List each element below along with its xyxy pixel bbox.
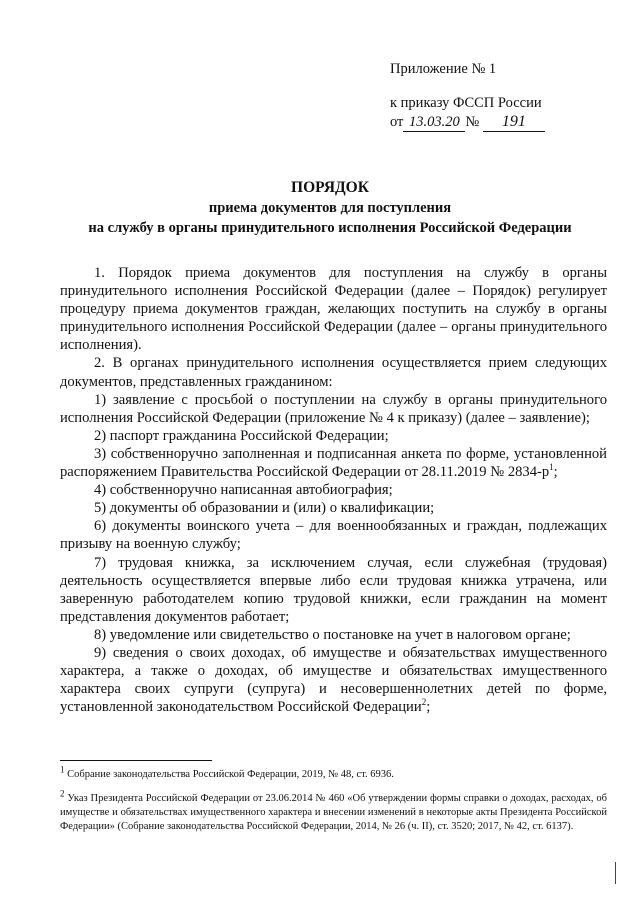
footnote-1 (60, 764, 607, 782)
footnote-1-text: Собрание законодательства Российской Федерации, 2019, № 48, ст. 6936. (67, 769, 394, 780)
annex-date-line (390, 113, 545, 132)
annex-title: Приложение № 1 (390, 61, 497, 77)
footnote-ref-1: 1 (549, 462, 554, 473)
page-title: ПОРЯДОК (291, 179, 369, 196)
footnote-ref-2: 2 (421, 697, 427, 708)
list-item-7: 7) трудовая книжка, за исключением случая, если служебная (трудовая) деятельность осуществляется впервые либо если трудовая книжка утрачена, или заверенную работодателем копию трудовой книжки, если гражданин на момент представления документов работает; (60, 554, 607, 625)
footnote-1-number: 1 (60, 764, 65, 775)
handwritten-number: 191 (483, 113, 545, 132)
list-item-9 (60, 644, 607, 716)
footnote-divider (60, 760, 212, 761)
footnote-2 (60, 788, 607, 834)
list-item-5: 5) документы об образовании и (или) о квалификации; (94, 500, 435, 517)
list-item-1: 1) заявление с просьбой о поступлении на службу в органы принудительного исполнения Российской Федерации (приложение № 4 к приказу) (далее – заявление); (60, 391, 607, 426)
date-prefix: от (390, 114, 404, 130)
paragraph-2: 2. В органах принудительного исполнения осуществляется прием следующих документов, представленных гражданином: (60, 355, 607, 390)
list-item-9-text: 9) сведения о своих доходах, об имуществе и обязательствах имущественного характера, а также о доходах, об имуществе и обязательствах имущественного характера своих супруги (супруга) и несовершеннолетних детей по форме, установленной законодательством Российской Федерации (60, 644, 607, 716)
list-item-9-end: ; (426, 699, 431, 716)
footnote-2-text: Указ Президента Российской Федерации от 23.06.2014 № 460 «Об утверждении формы справки о доходах, расходах, об имуществе и обязательствах имущественного характера и внесении изменений в некоторые акты Президента Российской Федерации» (Собрание законодательства Российской Федерации, 2014, № 26 (ч. II), ст. 3520; 2017, № 42, ст. 6137). (60, 793, 607, 832)
list-item-3-text: 3) собственноручно заполненная и подписанная анкета по форме, установленной распоряжением Правительства Российской Федерации от 28.11.2019 № 2834-р (60, 445, 607, 481)
subtitle-line-2: на службу в органы принудительного исполнения Российской Федерации (88, 220, 572, 236)
paragraph-1: 1. Порядок приема документов для поступления на службу в органы принудительного исполнения Российской Федерации (далее – Порядок) регулирует процедуру приема документов граждан, желающих поступить на службу в органы принудительного исполнения Российской Федерации (далее – органы принудительного исполнения). (60, 265, 607, 354)
document-body (60, 264, 607, 716)
document-heading (40, 178, 620, 238)
list-item-6: 6) документы воинского учета – для военнообязанных и граждан, подлежащих призыву на военную службу; (60, 518, 607, 553)
footnotes (60, 764, 607, 844)
number-prefix: № (465, 114, 480, 130)
annex-order-ref: к приказу ФССП России (390, 95, 542, 111)
footnote-2-number: 2 (60, 788, 65, 799)
subtitle-line-1: приема документов для поступления (208, 200, 452, 216)
list-item-3 (60, 445, 607, 481)
list-item-8: 8) уведомление или свидетельство о постановке на учет в налоговом органе; (94, 626, 571, 643)
scan-edge-mark (607, 862, 616, 884)
handwritten-date: 13.03.20 (403, 114, 465, 132)
list-item-2: 2) паспорт гражданина Российской Федерации; (94, 427, 389, 444)
list-item-3-end: ; (553, 464, 558, 481)
list-item-4: 4) собственноручно написанная автобиография; (94, 482, 393, 499)
